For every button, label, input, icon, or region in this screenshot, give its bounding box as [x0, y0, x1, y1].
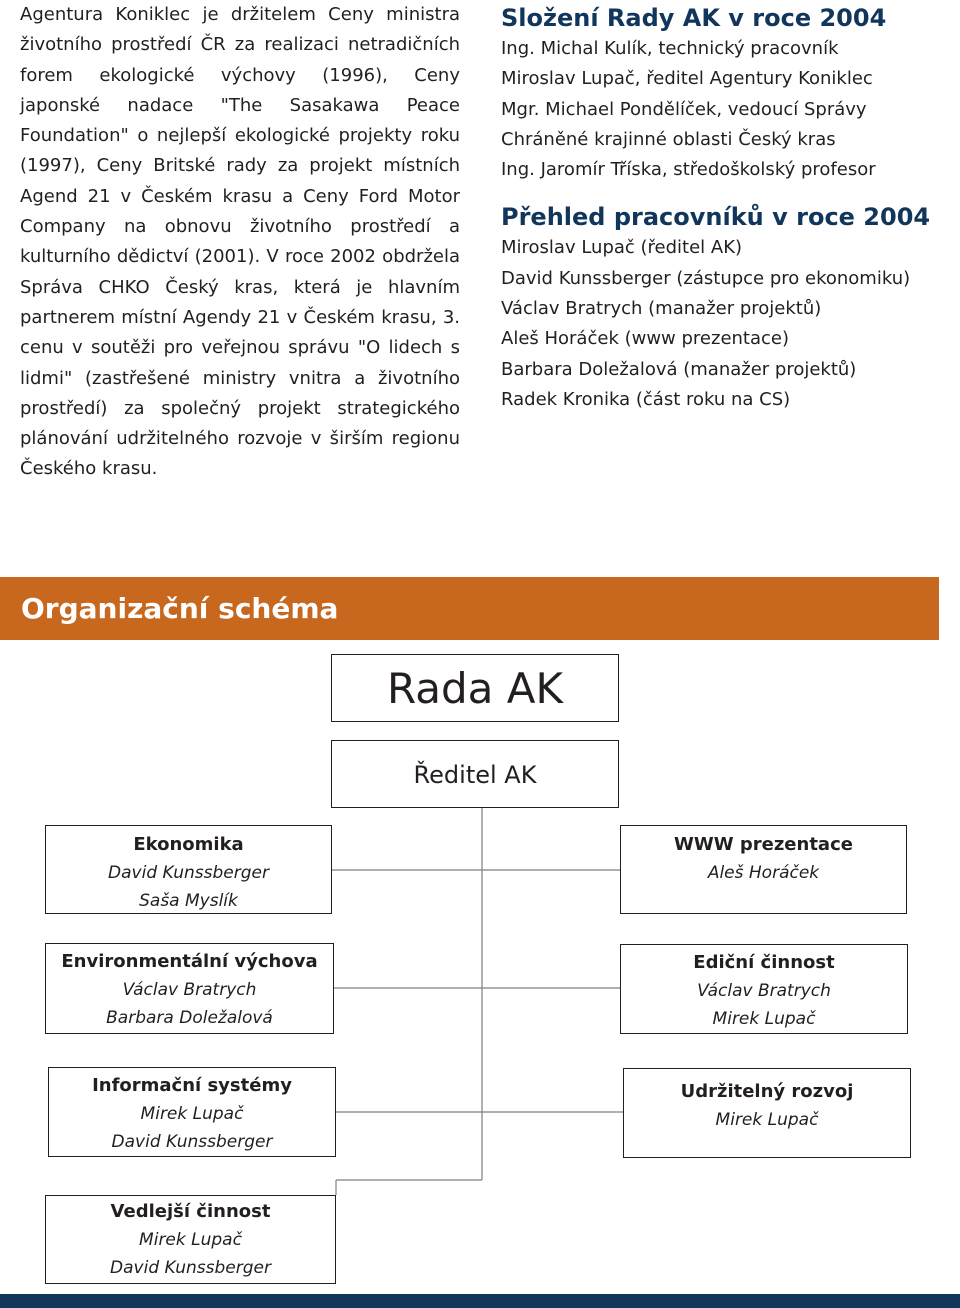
dept-person: Saša Myslík [139, 891, 238, 911]
dept-person: Václav Bratrych [122, 980, 257, 1000]
dept-person: Mirek Lupač [715, 1110, 819, 1130]
dept-person: Václav Bratrych [697, 981, 831, 1001]
dept-person: Barbara Doležalová [106, 1008, 273, 1028]
dept-person: David Kunssberger [108, 863, 269, 883]
dept-title: Ekonomika [133, 834, 244, 855]
dept-title: Informační systémy [92, 1075, 292, 1096]
staff-member: David Kunssberger (zástupce pro ekonomiku) [501, 267, 911, 289]
dept-title: Ediční činnost [693, 952, 835, 973]
reditel-ak-label: Ředitel AK [413, 761, 537, 789]
staff-member: Aleš Horáček (www prezentace) [501, 328, 790, 350]
staff-heading: Přehled pracovníků v roce 2004 [501, 203, 931, 232]
staff-member: Barbara Doležalová (manažer projektů) [501, 358, 857, 380]
council-member: Miroslav Lupač, ředitel Agentury Koniklec [501, 68, 873, 90]
dept-title: Environmentální výchova [61, 951, 318, 972]
intro-paragraph: Agentura Koniklec je držitelem Ceny ministra životního prostředí ČR za realizaci netradičních forem ekologické výchovy (1996), Ceny japonské nadace "The Sasakawa Peace Foundation" o nejlepší ekologické projekty roku (1997), Ceny Britské rady za projekt místních Agend 21 v Českém krasu a Ceny Ford Motor Company na obnovu životního prostředí a kulturního dědictví (2001). V roce 2002 obdržela Správa CHKO Český kras, která je hlavním partnerem místní Agendy 21 v Českém krasu, 3. cenu v soutěži pro veřejnou správu "O lidech s lidmi" (zastřešené ministry vnitra a životního prostředí) za společný projekt strategického plánování udržitelného rozvoje v širším regionu Českého krasu. [20, 4, 460, 480]
dept-person: Mirek Lupač [139, 1230, 242, 1250]
box-udrzitelny-rozvoj [623, 1068, 911, 1158]
dept-person: Aleš Horáček [707, 863, 820, 883]
box-ekonomika [45, 825, 332, 914]
staff-member: Miroslav Lupač (ředitel AK) [501, 237, 743, 259]
box-informacni-systemy [48, 1067, 336, 1157]
dept-title: Vedlejší činnost [110, 1201, 271, 1222]
box-vedlejsi-cinnost [45, 1195, 336, 1284]
rada-ak-label: Rada AK [386, 664, 564, 713]
box-edicni-cinnost [620, 944, 908, 1034]
staff-member: Václav Bratrych (manažer projektů) [501, 298, 822, 320]
dept-person: Mirek Lupač [712, 1009, 816, 1029]
box-www-prezentace [620, 825, 907, 914]
box-environmentalni-vychova [45, 943, 334, 1034]
council-member: Mgr. Michael Pondělíček, vedoucí Správy Chráněné krajinné oblasti Český kras [501, 98, 867, 150]
org-chart-heading: Organizační schéma [21, 592, 339, 625]
council-member: Ing. Michal Kulík, technický pracovník [501, 38, 839, 59]
dept-title: WWW prezentace [674, 834, 853, 855]
council-member: Ing. Jaromír Tříska, středoškolský profesor [501, 159, 876, 181]
box-reditel-ak [331, 740, 619, 808]
dept-person: David Kunssberger [111, 1132, 273, 1152]
council-heading: Složení Rady AK v roce 2004 [501, 4, 887, 32]
staff-member: Radek Kronika (část roku na CS) [501, 388, 791, 410]
box-rada-ak [331, 654, 619, 722]
dept-title: Udržitelný rozvoj [680, 1081, 854, 1102]
dept-person: Mirek Lupač [140, 1104, 244, 1124]
bottom-bar [0, 1294, 960, 1308]
dept-person: David Kunssberger [110, 1258, 271, 1278]
